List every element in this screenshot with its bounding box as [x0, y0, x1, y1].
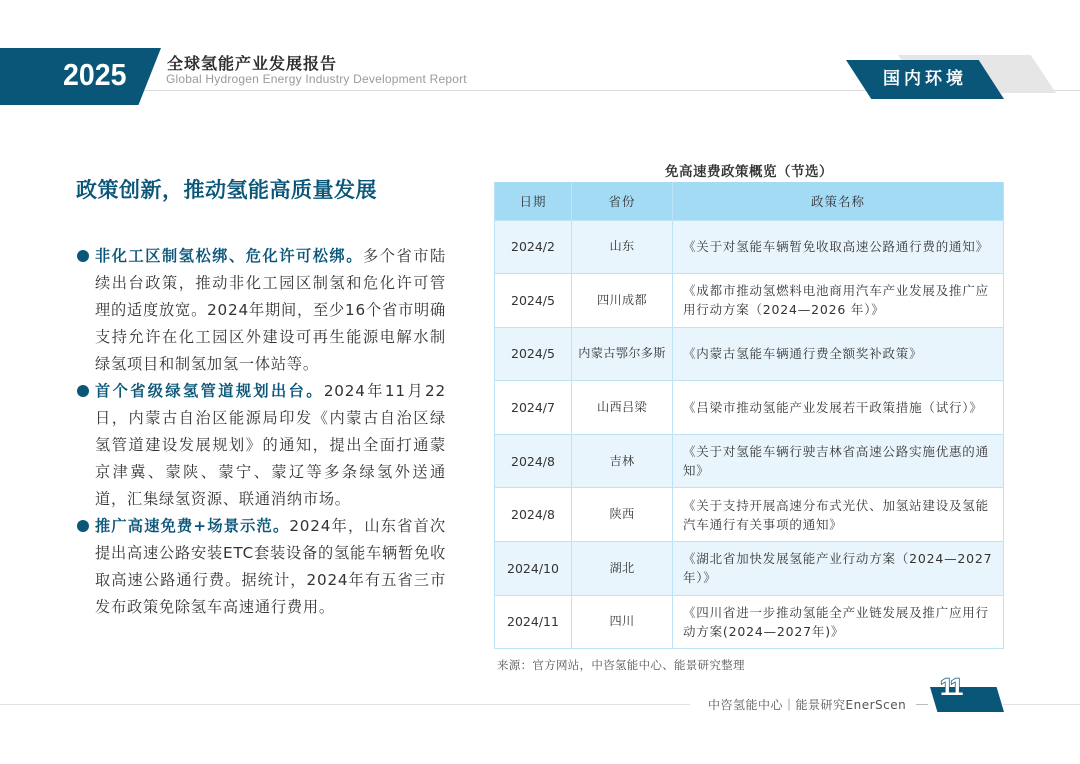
footer-divider-mid: [916, 704, 928, 705]
footer-divider-right: [1003, 704, 1080, 705]
table-row: [495, 595, 1004, 649]
column-header-date: 日期: [495, 182, 572, 220]
bullet-item: [76, 513, 446, 621]
section-tab-label: 国内环境: [883, 69, 967, 89]
cell-policy: 《关于支持开展高速分布式光伏、加氢站建设及氢能汽车通行有关事项的通知》: [673, 488, 1004, 542]
cell-policy: 《内蒙古氢能车辆通行费全额奖补政策》: [673, 327, 1004, 381]
cell-province: 陕西: [572, 488, 673, 542]
cell-date: 2024/8: [495, 434, 572, 488]
report-title-cn: 全球氢能产业发展报告: [167, 54, 338, 73]
table-source-note: 来源：官方网站，中咨氢能中心、能景研究整理: [497, 658, 745, 672]
cell-province: 吉林: [572, 434, 673, 488]
table-row: [495, 274, 1004, 328]
table-row: [495, 542, 1004, 596]
cell-province: 湖北: [572, 542, 673, 596]
cell-province: 山西吕梁: [572, 381, 673, 435]
cell-policy: 《关于对氢能车辆行驶吉林省高速公路实施优惠的通知》: [673, 434, 1004, 488]
column-header-policy: 政策名称: [673, 182, 1004, 220]
bullet-dot-icon: [77, 250, 89, 262]
page-number: 11: [940, 674, 962, 701]
table-row: [495, 327, 1004, 381]
cell-date: 2024/7: [495, 381, 572, 435]
cell-date: 2024/2: [495, 220, 572, 274]
bullet-lead: 非化工区制氢松绑、危化许可松绑。: [95, 247, 363, 265]
cell-date: 2024/5: [495, 274, 572, 328]
table-row: [495, 488, 1004, 542]
table-row: [495, 381, 1004, 435]
cell-date: 2024/5: [495, 327, 572, 381]
cell-date: 2024/8: [495, 488, 572, 542]
bullet-dot-icon: [77, 520, 89, 532]
cell-date: 2024/10: [495, 542, 572, 596]
section-title: 政策创新，推动氢能高质量发展: [76, 178, 377, 202]
cell-policy: 《成都市推动氢燃料电池商用汽车产业发展及推广应用行动方案（2024—2026 年）》: [673, 274, 1004, 328]
bullet-lead: 首个省级绿氢管道规划出台。: [95, 382, 324, 400]
report-year: 2025: [63, 57, 127, 92]
bullet-item: [76, 243, 446, 378]
policy-table: [494, 182, 1004, 649]
cell-province: 四川成都: [572, 274, 673, 328]
table-row: [495, 220, 1004, 274]
bullet-list: [76, 243, 446, 621]
cell-province: 四川: [572, 595, 673, 649]
bullet-lead: 推广高速免费+场景示范。: [95, 517, 290, 535]
table-row: [495, 434, 1004, 488]
bullet-body: 2024年11月22日，内蒙古自治区能源局印发《内蒙古自治区绿氢管道建设发展规划》的通知，提出全面打通蒙京津冀、蒙陕、蒙宁、蒙辽等多条绿氢外送通道，汇集绿氢资源、联通消纳市场。: [95, 382, 446, 508]
cell-date: 2024/11: [495, 595, 572, 649]
bullet-item: [76, 378, 446, 513]
bullet-body: 多个省市陆续出台政策，推动非化工园区制氢和危化许可管理的适度放宽。2024年期间，至少16个省市明确支持允许在化工园区外建设可再生能源电解水制绿氢项目和制氢加氢一体站等。: [95, 247, 446, 373]
cell-province: 山东: [572, 220, 673, 274]
report-title-en: Global Hydrogen Energy Industry Development Report: [166, 72, 467, 86]
column-header-province: 省份: [572, 182, 673, 220]
cell-province: 内蒙古鄂尔多斯: [572, 327, 673, 381]
cell-policy: 《湖北省加快发展氢能产业行动方案（2024—2027年）》: [673, 542, 1004, 596]
cell-policy: 《吕梁市推动氢能产业发展若干政策措施（试行）》: [673, 381, 1004, 435]
cell-policy: 《关于对氢能车辆暂免收取高速公路通行费的通知》: [673, 220, 1004, 274]
table-title: 免高速费政策概览（节选）: [665, 164, 833, 180]
bullet-body: 2024年，山东省首次提出高速公路安装ETC套装设备的氢能车辆暂免收取高速公路通行费。据统计，2024年有五省三市发布政策免除氢车高速通行费用。: [95, 517, 446, 616]
bullet-dot-icon: [77, 385, 89, 397]
cell-policy: 《四川省进一步推动氢能全产业链发展及推广应用行动方案(2024—2027年)》: [673, 595, 1004, 649]
footer-divider-left: [0, 704, 690, 705]
table-header-row: [495, 182, 1004, 220]
footer-organization: 中咨氢能中心｜能景研究EnerScen: [708, 698, 907, 712]
